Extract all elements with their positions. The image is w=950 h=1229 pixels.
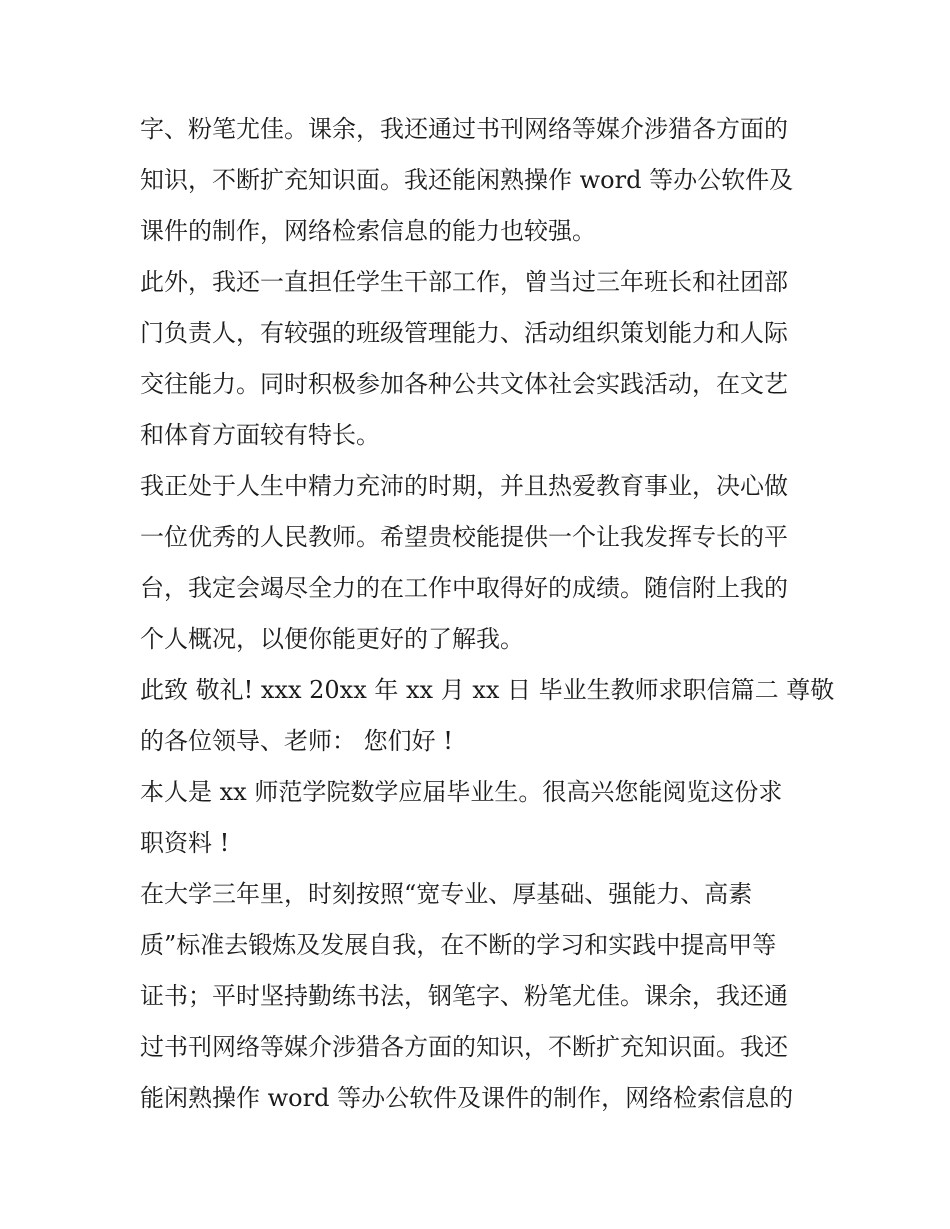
text-line: 我正处于人生中精力充沛的时期，并且热爱教育事业，决心做 — [140, 472, 788, 500]
text-line: 一位优秀的人民教师。希望贵校能提供一个让我发挥专长的平 — [140, 523, 788, 551]
text-line: 职资料 ! — [140, 829, 230, 857]
text-line: 交往能力。同时积极参加各种公共文体社会实践活动，在文艺 — [140, 370, 788, 398]
text-line: 过书刊网络等媒介涉猎各方面的知识，不断扩充知识面。我还 — [140, 1033, 788, 1061]
text-line: 本人是 xx 师范学院数学应届毕业生。很高兴您能阅览这份求 — [140, 778, 783, 806]
text-line: 知识，不断扩充知识面。我还能闲熟操作 word 等办公软件及 — [140, 166, 794, 194]
text-line: 台，我定会竭尽全力的在工作中取得好的成绩。随信附上我的 — [140, 574, 788, 602]
text-line: 此致 敬礼! xxx 20xx 年 xx 月 xx 日 毕业生教师求职信篇二 尊敬 — [140, 676, 835, 704]
text-line: 证书；平时坚持勤练书法，钢笔字、粉笔尤佳。课余，我还通 — [140, 982, 788, 1010]
text-line: 能闲熟操作 word 等办公软件及课件的制作，网络检索信息的 — [140, 1084, 794, 1112]
text-line: 课件的制作，网络检索信息的能力也较强。 — [140, 217, 596, 245]
text-line: 此外，我还一直担任学生干部工作，曾当过三年班长和社团部 — [140, 268, 788, 296]
text-line: 和体育方面较有特长。 — [140, 421, 380, 449]
text-line: 个人概况，以便你能更好的了解我。 — [140, 625, 524, 653]
document-body — [140, 104, 835, 1124]
text-line: 门负责人，有较强的班级管理能力、活动组织策划能力和人际 — [140, 319, 788, 347]
text-line: 字、粉笔尤佳。课余，我还通过书刊网络等媒介涉猎各方面的 — [140, 115, 788, 143]
text-line: 的各位领导、老师： 您们好 ! — [140, 727, 453, 755]
text-line: 质”标准去锻炼及发展自我，在不断的学习和实践中提高甲等 — [140, 931, 777, 959]
text-line: 在大学三年里，时刻按照“宽专业、厚基础、强能力、高素 — [140, 880, 753, 908]
